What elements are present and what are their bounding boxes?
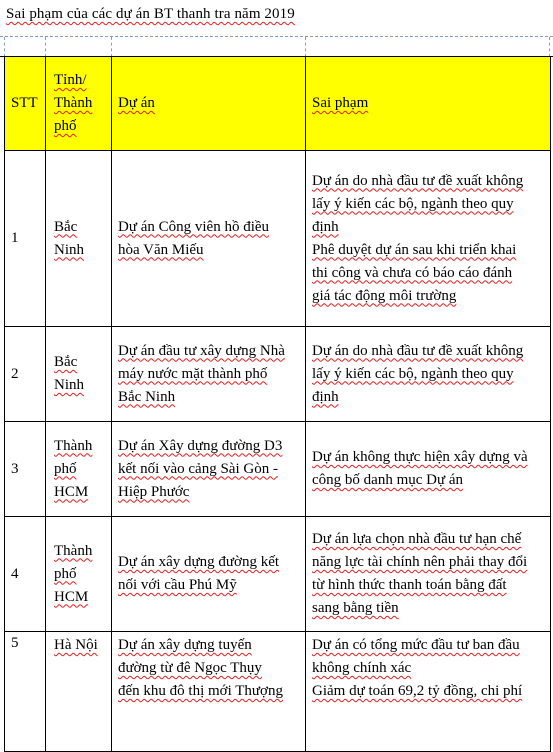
violation-line: lấy ý kiến các bộ, ngành theo quy (312, 365, 514, 382)
table-row (5, 632, 551, 752)
table-row (5, 517, 551, 632)
province-line: Thành (54, 437, 93, 454)
table-caption-bar (0, 0, 553, 37)
cell-province (46, 632, 112, 752)
violation-line: Giảm dự toán 69,2 tỷ đồng, chi phí (312, 683, 523, 699)
table-caption: Sai phạm của các dự án BT thanh tra năm 2019 (6, 6, 295, 22)
cell-project (112, 632, 306, 752)
cell-stt: 3 (5, 422, 46, 517)
violation-line: giá tác động môi trường (312, 287, 457, 304)
column-guide (111, 37, 112, 57)
violation-line: không chính xác (312, 660, 412, 676)
header-province-line: Thành (54, 95, 93, 111)
violation-line: sang bằng tiền (312, 600, 399, 616)
table-row (5, 422, 551, 517)
violation-line: Dự án không thực hiện xây dựng và (312, 449, 528, 465)
violation-line: Dự án lựa chọn nhà đầu tư hạn chế (312, 531, 522, 547)
province-line: Bắc (54, 354, 78, 370)
violation-line: năng lực tài chính nên phải thay đổi (312, 554, 528, 570)
province-line: HCM (54, 483, 89, 500)
cell-project (112, 422, 306, 517)
province-line: phố (54, 565, 77, 582)
violations-table (4, 56, 551, 752)
cell-province (46, 422, 112, 517)
cell-stt: 2 (5, 327, 46, 422)
project-line: kết nối vào cảng Sài Gòn - (118, 460, 278, 477)
project-line: máy nước mặt thành phố (118, 365, 268, 382)
table-row (5, 327, 551, 422)
province-line: Hà Nội (54, 637, 98, 653)
violation-line: công bố danh mục Dự án (312, 472, 464, 488)
province-line: Ninh (54, 241, 84, 258)
column-guide (305, 37, 306, 57)
project-line: Dự án xây dựng đường kết (118, 554, 280, 570)
cell-project (112, 517, 306, 632)
violation-line: định (312, 388, 339, 405)
cell-violation (306, 632, 551, 752)
header-project (112, 57, 306, 151)
cell-violation (306, 151, 551, 327)
project-line: đến khu đô thị mới Thượng (118, 683, 283, 699)
cell-stt: 1 (5, 151, 46, 327)
header-province-line: Tỉnh/ (54, 72, 87, 88)
project-line: Dự án Xây dựng đường D3 (118, 437, 283, 454)
project-line: Dự án đầu tư xây dựng Nhà (118, 342, 285, 359)
cell-violation (306, 327, 551, 422)
cell-province (46, 327, 112, 422)
empty-spacer-row (0, 37, 553, 57)
province-line: HCM (54, 588, 89, 605)
header-province-line: phố (54, 118, 77, 134)
header-violation (306, 57, 551, 151)
violation-line: thi công và chưa có báo cáo đánh (312, 264, 513, 281)
cell-project (112, 151, 306, 327)
cell-stt: 5 (5, 632, 46, 752)
province-line: Ninh (54, 377, 84, 393)
project-line: nối với cầu Phú Mỹ (118, 577, 237, 593)
violation-line: lấy ý kiến các bộ, ngành theo quy (312, 195, 514, 212)
project-line: hòa Văn Miếu (118, 241, 204, 258)
header-project-label: Dự án (118, 95, 155, 111)
violation-line: từ hình thức thanh toán bằng đất (312, 577, 507, 593)
province-line: Bắc (54, 218, 78, 235)
province-line: Thành (54, 542, 93, 559)
table-header-row (5, 57, 551, 151)
column-guide (549, 37, 550, 57)
project-line: Hiệp Phước (118, 483, 190, 500)
cell-stt: 4 (5, 517, 46, 632)
province-line: phố (54, 460, 77, 477)
violation-line: Dự án có tổng mức đầu tư ban đầu (312, 637, 520, 653)
cell-violation (306, 517, 551, 632)
violation-line: Dự án do nhà đầu tư đề xuất không (312, 342, 524, 359)
column-guide (4, 37, 5, 57)
violation-line: Dự án do nhà đầu tư đề xuất không (312, 172, 524, 189)
cell-province (46, 151, 112, 327)
project-line: đường từ đê Ngọc Thụy (118, 660, 262, 676)
cell-province (46, 517, 112, 632)
header-province (46, 57, 112, 151)
cell-violation (306, 422, 551, 517)
column-guide (45, 37, 46, 57)
project-line: Dự án xây dựng tuyến (118, 637, 252, 653)
table-row (5, 151, 551, 327)
project-line: Bắc Ninh (118, 388, 176, 405)
project-line: Dự án Công viên hồ điều (118, 218, 270, 235)
violation-line: Phê duyệt dự án sau khi triển khai (312, 241, 517, 258)
header-stt: STT (5, 57, 46, 151)
cell-project (112, 327, 306, 422)
header-violation-label: Sai phạm (312, 95, 369, 111)
violation-line: định (312, 218, 339, 235)
